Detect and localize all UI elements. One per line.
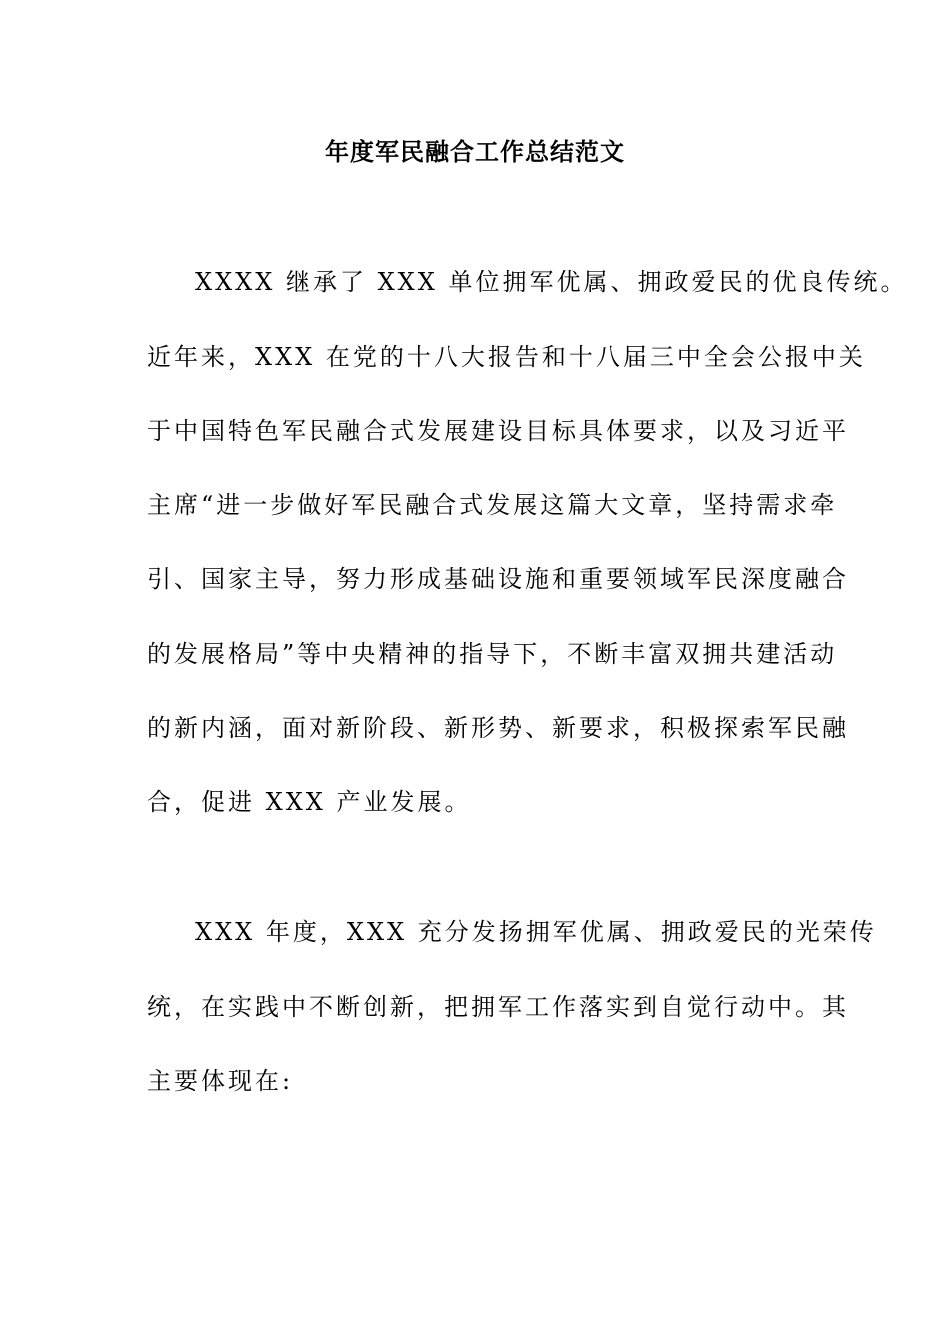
paragraph-1-line-1: XXXX 继承了 XXX 单位拥军优属、拥政爱民的优良传统。 <box>195 268 908 296</box>
paragraph-1-line-8: 合，促进 XXX 产业发展。 <box>147 788 472 816</box>
paragraph-1-line-7: 的新内涵，面对新阶段、新形势、新要求，积极探索军民融 <box>147 714 849 742</box>
document-title: 年度军民融合工作总结范文 <box>325 137 625 166</box>
paragraph-2-line-2: 统，在实践中不断创新，把拥军工作落实到自觉行动中。其 <box>147 993 849 1021</box>
paragraph-1-line-4: 主席“进一步做好军民融合式发展这篇大文章，坚持需求牵 <box>147 491 838 519</box>
paragraph-2-line-3: 主要体现在: <box>147 1067 294 1095</box>
paragraph-1-line-3: 于中国特色军民融合式发展建设目标具体要求，以及习近平 <box>147 417 849 445</box>
paragraph-1-line-6: 的发展格局”等中央精神的指导下，不断丰富双拥共建活动 <box>147 640 838 668</box>
paragraph-2-line-1: XXX 年度，XXX 充分发扬拥军优属、拥政爱民的光荣传 <box>195 918 877 946</box>
paragraph-1-line-5: 引、国家主导，努力形成基础设施和重要领域军民深度融合 <box>147 565 849 593</box>
paragraph-1-line-2: 近年来，XXX 在党的十八大报告和十八届三中全会公报中关 <box>147 343 866 371</box>
